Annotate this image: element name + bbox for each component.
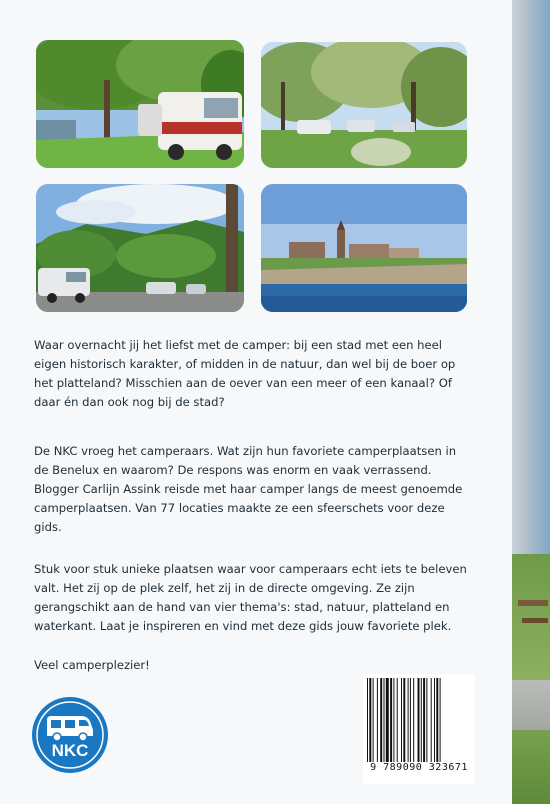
barcode-bar [386,678,389,762]
barcode-bar [421,678,422,762]
barcode-bar [418,678,420,762]
photo-campsite-under-trees [261,42,467,168]
survey-paragraph [34,442,474,537]
barcode-bar [393,678,394,762]
barcode-bar [373,678,374,762]
barcode-bar [413,678,414,762]
barcode-bar [436,678,438,762]
photo-campers-in-hills [36,184,244,312]
barcode-bar [369,678,371,762]
barcode-bar [431,678,432,762]
intro-text: Waar overnacht jij het liefst met de camper: bij een stad met een heel eigen historisch karakter, of midden in de natuur, dan wel bij de boer op het platteland? Misschien aan de oever van een meer of een kanaal? Of daar én dan ook nog bij de stad? [34,338,456,409]
barcode-bar [390,678,392,762]
spine-path [512,680,550,730]
barcode [363,674,475,784]
spine-grass [512,554,550,804]
barcode-bar [377,678,378,762]
photo-town-by-waterfront [261,184,467,312]
barcode-bar [367,678,368,762]
isbn-number: 9 789090 323671 [370,762,468,773]
book-spine [512,0,550,804]
closing-text: Veel camperplezier! [34,658,150,672]
barcode-bars [367,678,471,762]
barcode-bar [403,678,405,762]
barcode-bar [426,678,427,762]
barcode-bar [397,678,398,762]
barcode-bar [410,678,411,762]
intro-paragraph [34,336,474,412]
camper-icon [31,696,109,774]
barcode-bar [380,678,382,762]
barcode-bar [408,678,409,762]
survey-text: De NKC vroeg het camperaars. Wat zijn hun favoriete camperplaatsen in de Benelux en waarom? De respons was enorm en vaak verrassend. Blogger Carlijn Assink reisde met haar camper langs de meest genoemde camperplaatsen. Van 77 locaties maakte ze een sfeerschets voor deze gids. [34,444,463,534]
spine-bench [518,600,548,606]
themes-paragraph [34,560,474,636]
barcode-bar [384,678,385,762]
spine-bench-2 [522,618,548,623]
themes-text: Stuk voor stuk unieke plaatsen waar voor camperaars echt iets te beleven valt. Het zij op de plek zelf, het zij in de directe omgeving. Ze zijn gerangschikt aan de hand van vier thema's: stad, natuur, platteland en waterkant. Laat je inspireren en vind met deze gids jouw favoriete plek. [34,562,467,633]
closing-paragraph [34,656,474,675]
barcode-bar [401,678,402,762]
barcode-bar [440,678,441,762]
photo-camper-by-canal [36,40,244,168]
nkc-logo [31,696,109,774]
barcode-bar [423,678,425,762]
barcode-bar [434,678,435,762]
logo-text: NKC [51,741,89,760]
